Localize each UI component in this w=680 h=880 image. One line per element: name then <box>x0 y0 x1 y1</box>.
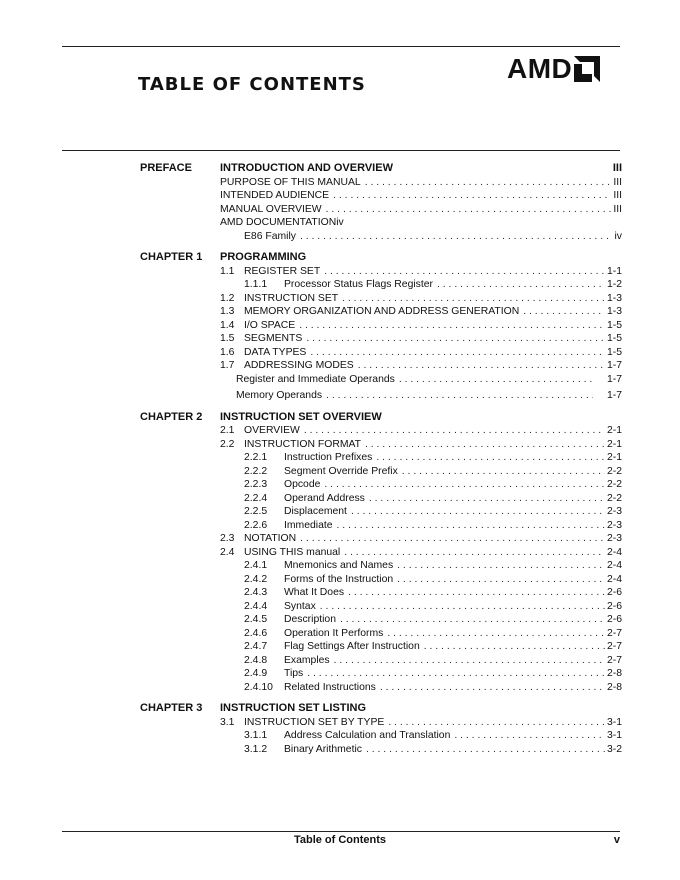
entry-number: 2.3 <box>220 533 235 544</box>
entry-number: 2.4.4 <box>244 600 268 612</box>
dot-leader <box>310 346 605 360</box>
dot-leader <box>397 559 605 573</box>
dot-leader <box>369 492 605 506</box>
toc-entry[interactable] <box>220 265 622 279</box>
entry-page: 2-6 <box>606 614 622 625</box>
section-label: CHAPTER 3 <box>140 702 203 714</box>
footer-page-number: v <box>613 834 620 846</box>
entry-page: III <box>613 176 622 188</box>
toc-entry[interactable] <box>220 586 622 600</box>
entry-number: 1.1 <box>220 265 235 277</box>
toc-entry[interactable] <box>220 424 622 438</box>
toc-entry[interactable] <box>220 654 622 668</box>
dot-leader <box>380 681 605 695</box>
entry-number: 1.3 <box>220 306 235 317</box>
toc-entry[interactable] <box>220 492 622 506</box>
toc-entry[interactable] <box>220 230 622 244</box>
entry-page: 2-3 <box>606 506 622 517</box>
entry-number: 2.4.5 <box>244 614 268 625</box>
entry-page: 2-3 <box>606 519 622 531</box>
dot-leader <box>387 627 605 641</box>
entry-title: Immediate <box>284 519 333 531</box>
dot-leader <box>299 319 605 333</box>
heading-title: PROGRAMMING <box>220 251 307 263</box>
entry-title: OVERVIEW <box>244 425 300 436</box>
entry-title: Forms of the Instruction <box>284 573 394 585</box>
dot-leader <box>307 667 605 681</box>
dot-leader <box>397 573 605 587</box>
entry-number: 2.4.3 <box>244 587 268 598</box>
entry-title: I/O SPACE <box>244 319 296 331</box>
entry-number: 1.4 <box>220 319 235 331</box>
entry-page: 2-3 <box>606 533 622 544</box>
entry-title: Description <box>284 614 336 625</box>
entry-title: USING THIS manual <box>244 546 341 558</box>
entry-title: INSTRUCTION SET BY TYPE <box>244 716 385 728</box>
entry-page: 3-1 <box>606 716 622 728</box>
entry-title: REGISTER SET <box>244 265 321 277</box>
entry-title: Operation It Performs <box>284 627 384 639</box>
heading-title: INTRODUCTION AND OVERVIEW <box>220 162 393 174</box>
top-rule <box>62 46 620 47</box>
entry-number: 2.4.10 <box>244 681 273 693</box>
entry-title: MANUAL OVERVIEW <box>220 203 322 215</box>
toc-entry[interactable] <box>220 478 622 492</box>
dot-leader <box>326 203 612 217</box>
section-label: CHAPTER 1 <box>140 251 203 263</box>
dot-leader <box>523 305 605 319</box>
entry-title: DATA TYPES <box>244 346 307 358</box>
dot-leader <box>300 230 613 244</box>
entry-title: Operand Address <box>284 492 365 504</box>
dot-leader <box>334 654 605 668</box>
dot-leader <box>366 743 605 757</box>
toc-entry[interactable] <box>220 305 622 319</box>
entry-page: 2-8 <box>606 681 622 693</box>
dot-leader <box>340 613 605 627</box>
section-heading[interactable] <box>220 702 622 716</box>
toc-entry[interactable] <box>220 729 622 743</box>
entry-page: 1-5 <box>606 319 622 331</box>
dot-leader <box>324 478 605 492</box>
entry-title: Instruction Prefixes <box>284 452 373 463</box>
toc-entry[interactable] <box>220 743 622 757</box>
entry-title: Mnemonics and Names <box>284 560 394 571</box>
toc-entry[interactable] <box>220 189 622 203</box>
amd-logo <box>507 54 600 84</box>
entry-page: 2-2 <box>606 479 622 490</box>
toc-section-chapter-3 <box>0 702 680 756</box>
toc-entry[interactable] <box>220 278 622 292</box>
entry-page: 2-7 <box>606 654 622 666</box>
dot-leader <box>365 176 612 190</box>
entry-page: 2-2 <box>606 492 622 504</box>
entry-page: 2-8 <box>606 668 622 679</box>
entry-page: III <box>613 203 622 215</box>
toc-entry[interactable] <box>220 667 622 681</box>
entry-title: PURPOSE OF THIS MANUAL <box>220 176 361 188</box>
entry-number: 2.4.6 <box>244 627 268 639</box>
dot-leader <box>300 532 605 546</box>
section-label: PREFACE <box>140 162 192 174</box>
footer-title: Table of Contents <box>293 834 387 846</box>
dot-leader <box>326 389 593 403</box>
entry-title: Tips <box>284 668 304 679</box>
section-heading[interactable] <box>220 162 622 176</box>
dot-leader <box>324 265 605 279</box>
entry-number: 2.2.3 <box>244 479 268 490</box>
dot-leader <box>376 451 605 465</box>
toc-entry[interactable] <box>220 532 622 546</box>
dot-leader <box>333 189 611 203</box>
toc-entry[interactable] <box>220 519 622 533</box>
entry-page: 1-3 <box>606 306 622 317</box>
entry-title: E86 Family <box>244 230 296 242</box>
toc-entry[interactable] <box>220 359 622 373</box>
entry-number: 2.2 <box>220 438 235 450</box>
entry-page: III <box>613 190 622 201</box>
entry-number: 2.2.6 <box>244 519 268 531</box>
dot-leader <box>399 373 593 387</box>
entry-page: 2-4 <box>606 560 622 571</box>
dot-leader <box>365 438 605 452</box>
entry-page: 1-1 <box>606 265 622 277</box>
toc-entry[interactable] <box>220 559 622 573</box>
entry-title: Binary Arithmetic <box>284 743 362 755</box>
entry-number: 3.1.2 <box>244 743 268 755</box>
entry-title: Examples <box>284 654 330 666</box>
toc-section-chapter-1 <box>0 251 680 403</box>
entry-list <box>220 424 622 694</box>
entry-number: 2.2.2 <box>244 465 268 477</box>
entry-title: Address Calculation and Translation <box>284 730 451 741</box>
title-rule <box>62 150 620 151</box>
entry-title: Flag Settings After Instruction <box>284 641 420 652</box>
toc-entry[interactable] <box>220 681 622 695</box>
toc-entry[interactable] <box>220 465 622 479</box>
entry-page: 2-4 <box>606 573 622 585</box>
entry-number: 2.4.8 <box>244 654 268 666</box>
dot-leader <box>358 359 605 373</box>
toc-entry[interactable] <box>220 292 622 306</box>
dot-leader <box>402 465 605 479</box>
entry-title: Opcode <box>284 479 321 490</box>
entry-title: Segment Override Prefix <box>284 465 398 477</box>
entry-page: 1-7 <box>606 360 622 371</box>
toc-entry[interactable] <box>220 346 622 360</box>
entry-number: 1.6 <box>220 346 235 358</box>
entry-number: 2.2.5 <box>244 506 268 517</box>
heading-page: III <box>612 162 622 174</box>
entry-list <box>220 265 622 373</box>
entry-number: 3.1.1 <box>244 730 268 741</box>
entry-page: 3-2 <box>606 743 622 755</box>
entry-page: 2-6 <box>606 600 622 612</box>
toc-entry[interactable] <box>220 389 622 403</box>
entry-page: 2-1 <box>606 425 622 436</box>
entry-number: 1.5 <box>220 333 235 344</box>
amd-logo-text: AMD <box>507 53 573 84</box>
dot-leader <box>304 424 605 438</box>
entry-page: 1-2 <box>606 279 622 290</box>
toc-entry[interactable] <box>220 203 622 217</box>
section-heading[interactable] <box>220 411 622 425</box>
toc-entry[interactable] <box>220 627 622 641</box>
entry-number: 2.4.1 <box>244 560 268 571</box>
entry-title: Register and Immediate Operands <box>236 373 395 385</box>
dot-leader <box>454 729 605 743</box>
toc-entry[interactable] <box>220 451 622 465</box>
entry-page: 2-4 <box>606 546 622 558</box>
toc-entry[interactable] <box>220 546 622 560</box>
entry-number: 1.1.1 <box>244 279 268 290</box>
toc-entry[interactable] <box>220 373 622 387</box>
entry-page: 1-7 <box>606 373 622 385</box>
toc-section-chapter-2 <box>0 411 680 695</box>
toc-section-preface <box>0 162 680 243</box>
entry-number: 1.2 <box>220 292 235 304</box>
dot-leader <box>342 292 605 306</box>
toc-entry[interactable] <box>220 438 622 452</box>
entry-page: iv <box>614 230 622 242</box>
entry-list <box>220 716 622 757</box>
dot-leader <box>320 600 605 614</box>
toc-entry[interactable] <box>220 613 622 627</box>
entry-number: 2.1 <box>220 425 235 436</box>
entry-number: 1.7 <box>220 360 235 371</box>
entry-title: Related Instructions <box>284 681 376 693</box>
dot-leader <box>306 332 605 346</box>
toc-entry[interactable] <box>220 573 622 587</box>
toc-entry[interactable] <box>220 332 622 346</box>
dot-leader <box>388 716 605 730</box>
toc-entry[interactable] <box>220 640 622 654</box>
entry-title: SEGMENTS <box>244 333 303 344</box>
heading-title: INSTRUCTION SET OVERVIEW <box>220 410 382 423</box>
toc-entry[interactable] <box>220 319 622 333</box>
section-label: CHAPTER 2 <box>140 410 203 423</box>
entry-title: INTENDED AUDIENCE <box>220 190 330 201</box>
entry-title: What It Does <box>284 587 345 598</box>
entry-number: 3.1 <box>220 716 235 728</box>
footer-rule <box>62 831 620 832</box>
heading-title: INSTRUCTION SET LISTING <box>220 702 367 714</box>
table-of-contents <box>0 162 680 756</box>
entry-number: 2.4.9 <box>244 668 268 679</box>
entry-page: 1-7 <box>606 390 622 401</box>
entry-number: 2.4.2 <box>244 573 268 585</box>
entry-page: 2-7 <box>606 627 622 639</box>
entry-number: 2.4 <box>220 546 235 558</box>
entry-title: Memory Operands <box>236 390 323 401</box>
entry-title: ADDRESSING MODES <box>244 360 354 371</box>
entry-number: 2.2.1 <box>244 452 268 463</box>
entry-page: 2-7 <box>606 641 622 652</box>
dot-leader <box>351 505 605 519</box>
entry-title: NOTATION <box>244 533 297 544</box>
entry-title: INSTRUCTION SET <box>244 292 339 304</box>
toc-entry[interactable] <box>220 600 622 614</box>
toc-entry[interactable] <box>220 505 622 519</box>
amd-arrow-icon <box>574 56 600 82</box>
entry-page: 2-1 <box>606 438 622 450</box>
entry-page: 3-1 <box>606 730 622 741</box>
dot-leader <box>348 586 605 600</box>
entry-page: 2-1 <box>606 452 622 463</box>
entry-title: Processor Status Flags Register <box>284 279 433 290</box>
entry-title: MEMORY ORGANIZATION AND ADDRESS GENERATION <box>244 306 520 317</box>
page-title: TABLE OF CONTENTS <box>138 74 366 95</box>
dot-leader <box>437 278 605 292</box>
entry-number: 2.2.4 <box>244 492 268 504</box>
toc-entry[interactable] <box>220 716 622 730</box>
entry-page: 2-6 <box>606 587 622 598</box>
entry-page: 2-2 <box>606 465 622 477</box>
toc-entry[interactable] <box>220 176 622 190</box>
section-heading[interactable] <box>220 251 622 265</box>
entry-number: 2.4.7 <box>244 641 268 652</box>
entry-title: INSTRUCTION FORMAT <box>244 438 361 450</box>
entry-title: Displacement <box>284 506 347 517</box>
toc-entry-amd-documentation[interactable]: AMD DOCUMENTATIONiv <box>220 217 344 228</box>
dot-leader <box>424 640 605 654</box>
dot-leader <box>344 546 605 560</box>
entry-title: Syntax <box>284 600 316 612</box>
entry-page: 1-5 <box>606 333 622 344</box>
entry-page: 1-5 <box>606 346 622 358</box>
dot-leader <box>337 519 605 533</box>
entry-page: 1-3 <box>606 292 622 304</box>
